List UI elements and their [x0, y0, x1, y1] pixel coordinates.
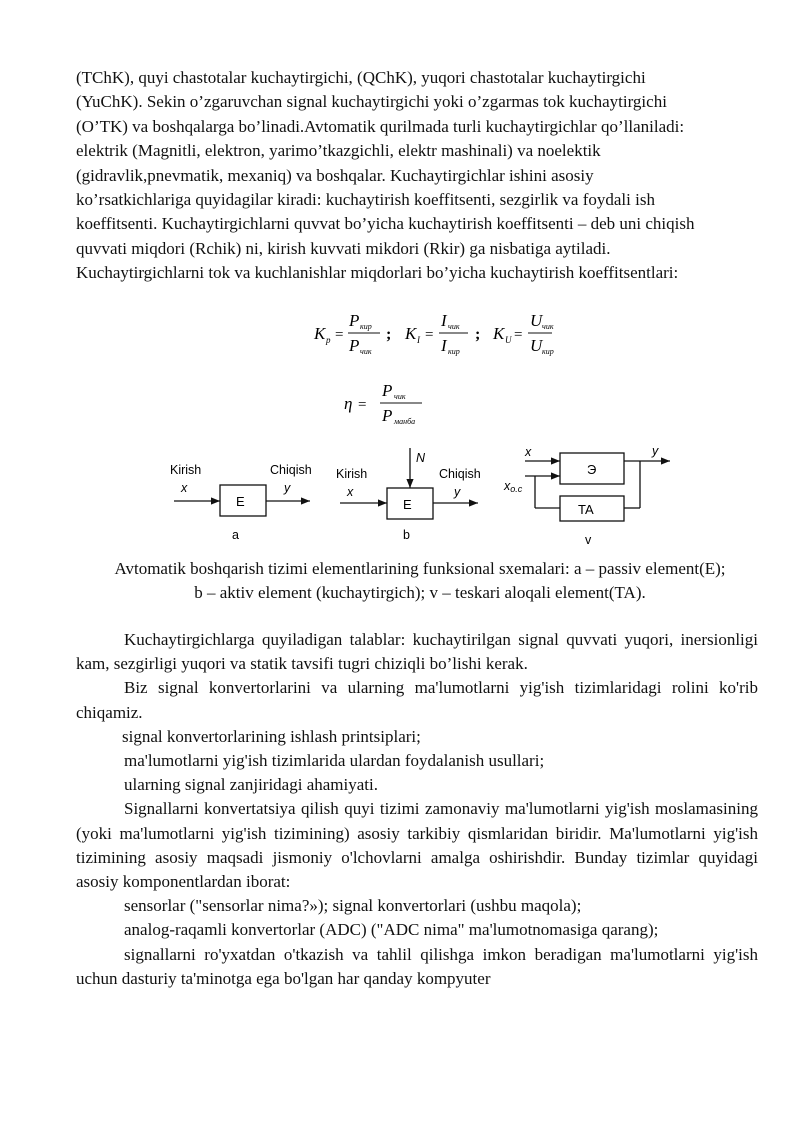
- paragraph: Biz signal konvertorlarini va ularning ma'lumotlarni yig'ish tizimlaridagi rolini ko'rib chiqamiz.: [76, 678, 758, 722]
- formula-lhs: K: [405, 324, 417, 343]
- formula-num: U: [530, 311, 543, 330]
- list-item: sensorlar ("sensorlar nima?»); signal konvertorlari (ushbu maqola);: [124, 896, 582, 916]
- scheme-input-var: x: [525, 445, 532, 459]
- formula-den-sub: кир: [448, 347, 460, 356]
- functional-schemes: [160, 438, 680, 550]
- efficiency-formula: [342, 378, 452, 430]
- list-item: ularning signal zanjiridagi ahamiyati.: [124, 775, 378, 795]
- formula-den: U: [530, 336, 543, 355]
- paragraph: Signallarni konvertatsiya qilish quyi tizimi zamonaviy ma'lumotlarni yig'ish moslamasining (yoki ma'lumotlarni yig'ish tizimining) asosiy tarkibiy qismlaridan biridir. Ma'lumotlarni yig'ish tizimining asosiy maqsadi jismoniy o'lchovlarni amalga oshirishdir. Bunday tizimlar quyidagi asosiy komponentlardan iborat:: [76, 799, 758, 892]
- svg-text:=: =: [425, 327, 434, 343]
- formula-num-sub: чик: [394, 392, 406, 401]
- figure-caption: [70, 557, 770, 605]
- formula-separator: ;: [475, 326, 481, 343]
- svg-text:K: [313, 324, 327, 343]
- intro-line: elektrik (Magnitli, elektron, yarimo’tkazgichli, elektr mashinali) va noelektik: [76, 141, 601, 161]
- formula-num: I: [441, 311, 447, 330]
- intro-line: Kuchaytirgichlarni tok va kuchlanishlar miqdorlari bo’yicha kuchaytirish koeffitsentlari:: [76, 263, 679, 283]
- formula-lhs-sub: I: [417, 335, 420, 345]
- scheme-input-label: Kirish: [170, 463, 202, 477]
- gain-formulas: [312, 306, 552, 362]
- svg-text:=: =: [514, 327, 523, 343]
- formula-num: P: [382, 381, 393, 400]
- formula-den: P: [349, 336, 360, 355]
- scheme-caption: b: [403, 528, 410, 542]
- scheme-output-var: y: [454, 485, 461, 499]
- body-text: [76, 628, 758, 991]
- intro-line: ko’rsatkichlariga quyidagilar kiradi: kuchaytirish koeffitsenti, sezgirlik va foydali ish: [76, 190, 655, 210]
- scheme-input-var: x: [181, 481, 188, 495]
- intro-line: quvvati miqdori (Rchik) ni, kirish kuvvati mikdori (Rkir) ga nisbatiga aytiladi.: [76, 238, 611, 258]
- scheme-feedback-var: xo.c: [504, 479, 523, 494]
- scheme-caption: a: [232, 528, 239, 542]
- list-item: signal konvertorlarining ishlash printsiplari;: [122, 726, 421, 746]
- scheme-input-label: Kirish: [336, 467, 368, 481]
- list-item: analog-raqamli konvertorlar (ADC) ("ADC nima" ma'lumotnomasiga qarang);: [124, 920, 659, 940]
- formula-kp: [313, 311, 391, 356]
- scheme-output-label: Chiqish: [270, 463, 312, 477]
- scheme-b: [336, 448, 481, 542]
- formula-den-sub: кир: [542, 347, 554, 356]
- scheme-block-label: E: [236, 494, 245, 509]
- scheme-output-var: y: [284, 481, 291, 495]
- scheme-block-top-label: Э: [587, 462, 597, 477]
- intro-paragraph: [76, 66, 736, 286]
- formula-num-sub: чик: [448, 322, 460, 331]
- paragraph: Kuchaytirgichlarga quyiladigan talablar: kuchaytirilgan signal quvvati yuqori, inersionligi kam, sezgirligi yuqori va statik tavsifi tugri chiziqli bo’lishi kerak.: [76, 630, 758, 674]
- paragraph: signallarni ro'yxatdan o'tkazish va tahlil qilishga imkon beradigan ma'lumotlarni yig'ish uchun dasturiy ta'minotga ega bo'lgan har qanday kompyuter: [76, 944, 758, 988]
- formula-lhs: K: [493, 324, 505, 343]
- formula-num-sub: чик: [542, 322, 554, 331]
- formula-ki: [404, 311, 480, 356]
- scheme-output-label: Chiqish: [439, 467, 481, 481]
- formula-num-sub: кир: [360, 322, 372, 331]
- scheme-a: [170, 463, 312, 542]
- intro-line: (gidravlik,pnevmatik, mexaniq) va boshqalar. Kuchaytirgichlar ishini asosiy: [76, 165, 594, 185]
- scheme-input-var: x: [347, 485, 354, 499]
- caption-line: b – aktiv element (kuchaytirgich); v – teskari aloqali element(TA).: [194, 583, 646, 602]
- formula-den-sub: чик: [360, 347, 372, 356]
- scheme-block-label: E: [403, 497, 412, 512]
- formula-num: P: [349, 311, 360, 330]
- list-item: ma'lumotlarni yig'ish tizimlarida ulardan foydalanish usullari;: [124, 751, 545, 771]
- formula-lhs-sub: p: [326, 335, 331, 345]
- scheme-v: [503, 444, 670, 547]
- caption-line: Avtomatik boshqarish tizimi elementlarining funksional sxemalari: a – passiv element(E);: [114, 559, 726, 578]
- scheme-control-var: N: [416, 451, 426, 465]
- intro-line: (O’TK) va boshqalarga bo’linadi.Avtomatik qurilmada turli kuchaytirgichlar qo’llaniladi:: [76, 116, 685, 136]
- formula-den-sub: манба: [394, 417, 416, 426]
- scheme-output-var: y: [652, 444, 659, 458]
- svg-text:=: =: [335, 327, 344, 343]
- intro-line: koeffitsenti. Kuchaytirgichlarni quvvat bo’yicha kuchaytirish koeffitsenti – deb uni chiqish: [76, 214, 695, 234]
- formula-lhs: K: [314, 324, 326, 343]
- intro-line: (YuChK). Sekin o’zgaruvchan signal kuchaytirgichi yoki o’zgarmas tok kuchaytirgichi: [76, 92, 667, 112]
- formula-ku: [492, 311, 554, 356]
- formula-lhs: η: [344, 394, 353, 413]
- formula-lhs-sub: U: [505, 335, 512, 345]
- svg-text:=: =: [358, 397, 367, 413]
- scheme-block-bottom-label: TA: [578, 502, 594, 517]
- scheme-caption: v: [585, 533, 592, 547]
- formula-separator: ;: [386, 326, 392, 343]
- intro-line: (TChK), quyi chastotalar kuchaytirgichi, (QChK), yuqori chastotalar kuchaytirgichi: [76, 68, 646, 87]
- formula-den: I: [441, 336, 447, 355]
- formula-den: P: [382, 406, 393, 425]
